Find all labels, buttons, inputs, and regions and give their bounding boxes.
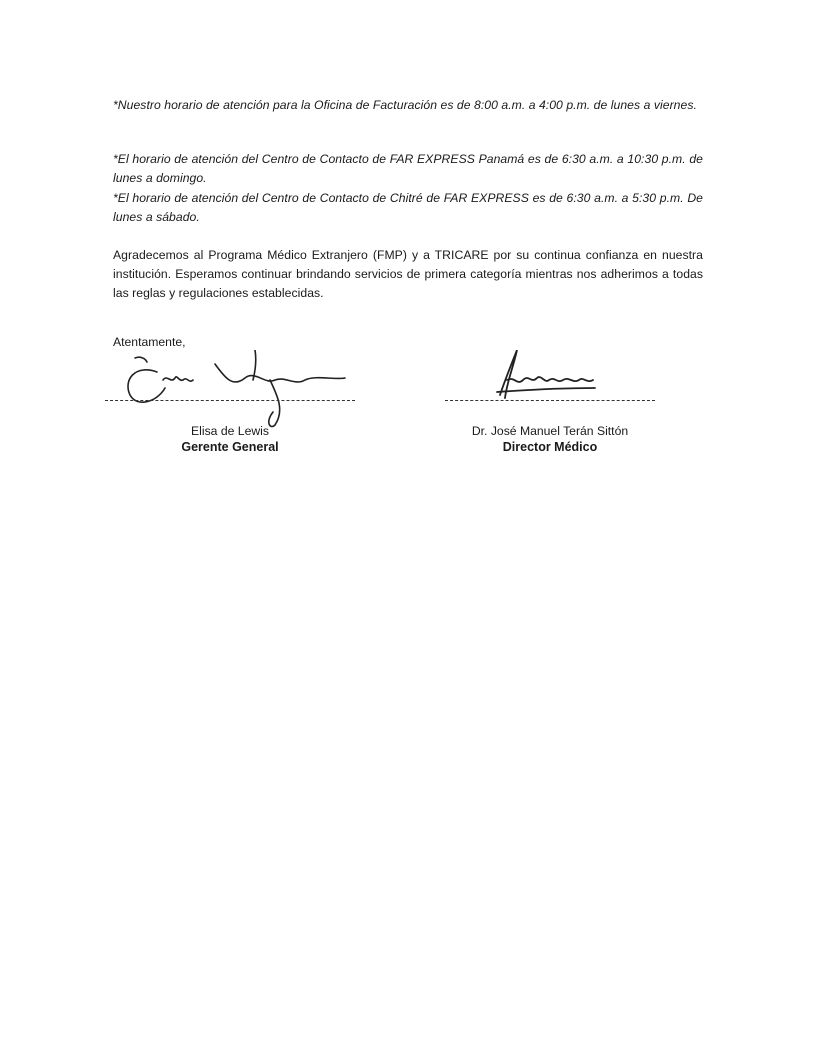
signatory-title: Gerente General xyxy=(181,440,279,454)
handwritten-signature-icon xyxy=(445,350,655,410)
signature-line xyxy=(105,400,355,401)
thanks-paragraph: Agradecemos al Programa Médico Extranjero (FMP) y a TRICARE por su continua confianza en nuestra institución. Esperamos continuar brindando servicios de primera categoría mientras nos adherimos a todas las reglas y regulaciones establecidas. xyxy=(113,248,703,300)
handwritten-signature-icon xyxy=(105,350,355,430)
signatory-name: Elisa de Lewis xyxy=(191,424,269,438)
billing-hours-note: *Nuestro horario de atención para la Oficina de Facturación es de 8:00 a.m. a 4:00 p.m. de lunes a viernes. xyxy=(113,98,697,112)
signatory-name: Dr. José Manuel Terán Sittón xyxy=(471,424,629,438)
panama-contact-hours-note: *El horario de atención del Centro de Contacto de FAR EXPRESS Panamá es de 6:30 a.m. a 10:30 p.m. de lunes a domingo. xyxy=(113,152,703,185)
chitre-contact-hours-note: *El horario de atención del Centro de Contacto de Chitré de FAR EXPRESS es de 6:30 a.m. a 5:30 p.m. De lunes a sábado. xyxy=(113,191,703,224)
signatory-title: Director Médico xyxy=(502,440,598,454)
signature-line xyxy=(445,400,655,401)
closing-salutation: Atentamente, xyxy=(113,335,186,349)
